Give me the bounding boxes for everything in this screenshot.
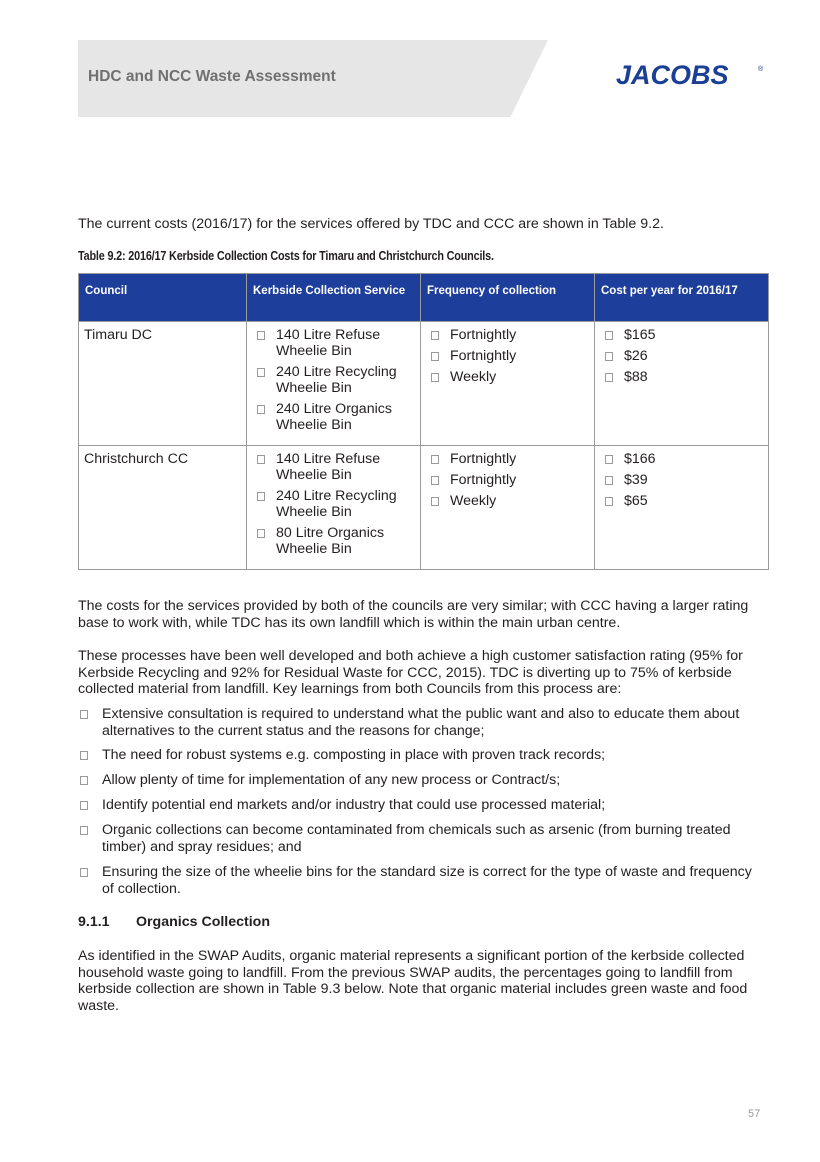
registered-mark: ® — [758, 66, 764, 73]
bullet-item: Ensuring the size of the wheelie bins for the standard size is correct for the type of waste and frequency of collection. — [78, 864, 768, 897]
council-cell: Christchurch CC — [79, 446, 247, 570]
bullet-box-icon — [80, 826, 88, 835]
list-item: 140 Litre Refuse Wheelie Bin — [252, 451, 415, 483]
list-item: 240 Litre Recycling Wheelie Bin — [252, 488, 415, 520]
bullet-box-icon — [605, 352, 613, 361]
list-item: Fortnightly — [426, 348, 589, 364]
header-cost: Cost per year for 2016/17 — [595, 274, 769, 322]
bullet-box-icon — [80, 710, 88, 719]
page-number: 57 — [748, 1108, 761, 1120]
section-title: Organics Collection — [136, 914, 271, 930]
bullet-box-icon — [605, 373, 613, 382]
list-item: $65 — [600, 493, 763, 509]
bullet-box-icon — [605, 497, 613, 506]
section-number: 9.1.1 — [78, 914, 110, 930]
list-item: Fortnightly — [426, 472, 589, 488]
bullet-box-icon — [431, 331, 439, 340]
bullet-box-icon — [431, 352, 439, 361]
bullet-box-icon — [80, 868, 88, 877]
service-cell — [247, 322, 421, 446]
list-item: $165 — [600, 327, 763, 343]
list-item: 80 Litre Organics Wheelie Bin — [252, 525, 415, 557]
paragraph-costs: The costs for the services provided by both of the councils are very similar; with CCC having a larger rating base to work with, while TDC has its own landfill which is within the main urban centre. — [78, 598, 749, 631]
list-item: $166 — [600, 451, 763, 467]
bullet-box-icon — [80, 801, 88, 810]
bullet-box-icon — [257, 492, 265, 501]
header-frequency: Frequency of collection — [421, 274, 595, 322]
service-cell — [247, 446, 421, 570]
intro-paragraph: The current costs (2016/17) for the services offered by TDC and CCC are shown in Table 9.2. — [78, 216, 664, 232]
bullet-box-icon — [257, 529, 265, 538]
table-caption: Table 9.2: 2016/17 Kerbside Collection Costs for Timaru and Christchurch Councils. — [78, 249, 494, 263]
section-heading — [78, 914, 270, 930]
bullet-item: Extensive consultation is required to understand what the public want and also to educate them about alternatives to the current status and the reasons for change; — [78, 706, 768, 739]
list-item: 140 Litre Refuse Wheelie Bin — [252, 327, 415, 359]
bullet-item: Allow plenty of time for implementation of any new process or Contract/s; — [78, 772, 768, 789]
header-service: Kerbside Collection Service — [247, 274, 421, 322]
bullet-box-icon — [431, 476, 439, 485]
table-header-row — [79, 274, 769, 322]
frequency-cell — [421, 322, 595, 446]
frequency-cell — [421, 446, 595, 570]
bullet-box-icon — [257, 368, 265, 377]
list-item: $26 — [600, 348, 763, 364]
bullet-item: Organic collections can become contaminated from chemicals such as arsenic (from burning treated timber) and spray residues; and — [78, 822, 768, 855]
costs-table — [78, 273, 769, 570]
bullet-box-icon — [431, 373, 439, 382]
bullet-box-icon — [605, 476, 613, 485]
list-item: $39 — [600, 472, 763, 488]
list-item: Fortnightly — [426, 327, 589, 343]
paragraph-organics: As identified in the SWAP Audits, organic material represents a significant portion of the kerbside collected household waste going to landfill. From the previous SWAP audits, the percentages going to landfill from kerbside collection are shown in Table 9.3 below. Note that organic material includes green waste and food waste. — [78, 948, 748, 1014]
bullet-box-icon — [257, 405, 265, 414]
bullet-box-icon — [605, 455, 613, 464]
bullet-box-icon — [80, 751, 88, 760]
list-item: Fortnightly — [426, 451, 589, 467]
jacobs-logo: JACOBS — [616, 60, 729, 90]
document-title: HDC and NCC Waste Assessment — [88, 68, 336, 85]
bullet-box-icon — [80, 776, 88, 785]
list-item: Weekly — [426, 369, 589, 385]
list-item: Weekly — [426, 493, 589, 509]
bullet-item: Identify potential end markets and/or industry that could use processed material; — [78, 797, 768, 814]
list-item: 240 Litre Organics Wheelie Bin — [252, 401, 415, 433]
bullet-item: The need for robust systems e.g. composting in place with proven track records; — [78, 747, 768, 764]
bullet-box-icon — [431, 455, 439, 464]
cost-cell — [595, 322, 769, 446]
bullet-box-icon — [431, 497, 439, 506]
header-council: Council — [79, 274, 247, 322]
list-item: $88 — [600, 369, 763, 385]
bullet-box-icon — [257, 331, 265, 340]
bullet-box-icon — [605, 331, 613, 340]
cost-cell — [595, 446, 769, 570]
council-cell: Timaru DC — [79, 322, 247, 446]
paragraph-processes: These processes have been well developed and both achieve a high customer satisfaction rating (95% for Kerbside Recycling and 92% for Residual Waste for CCC, 2015). TDC is diverting up to 75% of kerbside collected material from landfill. Key learnings from both Councils from this process are: — [78, 648, 743, 698]
list-item: 240 Litre Recycling Wheelie Bin — [252, 364, 415, 396]
bullet-box-icon — [257, 455, 265, 464]
table-row — [79, 446, 769, 570]
table-row — [79, 322, 769, 446]
